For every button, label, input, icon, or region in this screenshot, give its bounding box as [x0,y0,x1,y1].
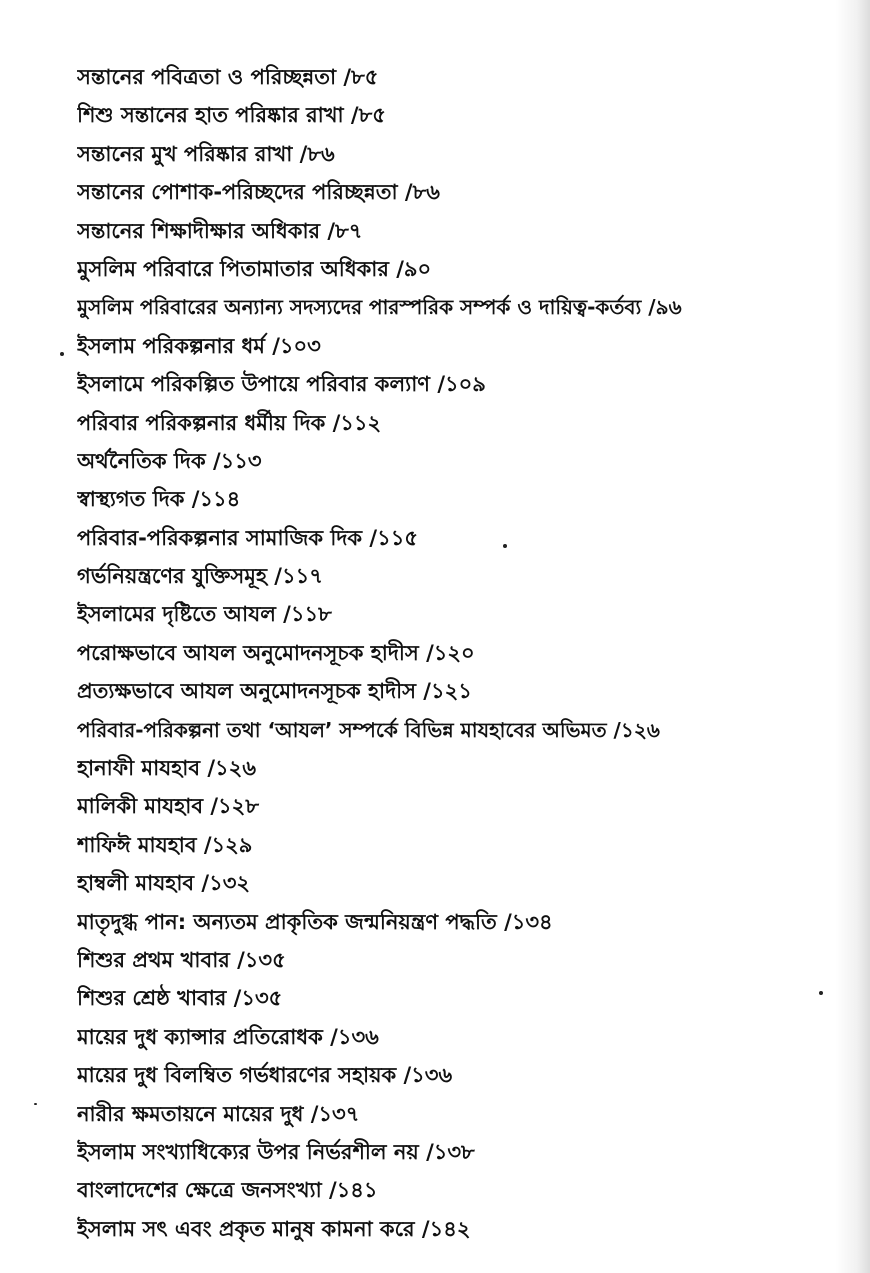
toc-entry: মাতৃদুগ্ধ পান: অন্যতম প্রাকৃতিক জন্মনিয়ন্ত্রণ পদ্ধতি /১৩৪ [77,909,553,934]
toc-entry: স্বাস্থ্যগত দিক /১১৪ [77,487,241,512]
toc-entry: অর্থনৈতিক দিক /১১৩ [77,448,262,473]
toc-entry: পরোক্ষভাবে আযল অনুমোদনসূচক হাদীস /১২০ [77,640,475,665]
toc-entry: হাম্বলী মাযহাব /১৩২ [77,871,251,896]
toc-entry: মায়ের দুধ বিলম্বিত গর্ভধারণের সহায়ক /১৩৬ [77,1063,453,1088]
scan-speck [60,352,64,356]
scan-speck [819,991,823,995]
toc-entry: গর্ভনিয়ন্ত্রণের যুক্তিসমূহ /১১৭ [77,564,323,589]
table-of-contents [77,58,862,1248]
toc-entry: পরিবার পরিকল্পনার ধর্মীয় দিক /১১২ [77,410,382,435]
scan-speck [34,1103,37,1105]
toc-entry: শিশুর প্রথম খাবার /১৩৫ [77,947,286,972]
toc-entry: বাংলাদেশের ক্ষেত্রে জনসংখ্যা /১৪১ [77,1178,378,1203]
toc-entry: সন্তানের পোশাক-পরিচ্ছদের পরিচ্ছন্নতা /৮৬ [77,180,440,205]
scan-speck [503,544,507,548]
toc-entry: ইসলাম পরিকল্পনার ধর্ম /১০৩ [77,333,321,358]
toc-entry: ইসলাম সংখ্যাধিক্যের উপর নির্ভরশীল নয় /১৩৮ [77,1139,475,1164]
toc-entry: ইসলাম সৎ এবং প্রকৃত মানুষ কামনা করে /১৪২ [77,1216,471,1241]
toc-entry: পরিবার-পরিকল্পনার সামাজিক দিক /১১৫ [77,525,418,550]
toc-entry: শিশু সন্তানের হাত পরিষ্কার রাখা /৮৫ [77,103,386,128]
toc-entry: সন্তানের পবিত্রতা ও পরিচ্ছন্নতা /৮৫ [77,65,379,89]
toc-entry: নারীর ক্ষমতায়নে মায়ের দুধ /১৩৭ [77,1101,360,1126]
toc-entry: মুসলিম পরিবারে পিতামাতার অধিকার /৯০ [77,256,432,281]
toc-entry: ইসলামের দৃষ্টিতে আযল /১১৮ [77,602,332,627]
toc-entry: মুসলিম পরিবারের অন্যান্য সদস্যদের পারস্পরিক সম্পর্ক ও দায়িত্ব-কর্তব্য /৯৬ [77,295,682,320]
toc-entry: পরিবার-পরিকল্পনা তথা ‘আযল’ সম্পর্কে বিভিন্ন মাযহাবের অভিমত /১২৬ [77,717,660,742]
toc-entry: হানাফী মাযহাব /১২৬ [77,756,256,781]
toc-entry: প্রত্যক্ষভাবে আযল অনুমোদনসূচক হাদীস /১২১ [77,679,472,704]
toc-entry: শিশুর শ্রেষ্ঠ খাবার /১৩৫ [77,986,283,1011]
toc-entry: ইসলামে পরিকল্পিত উপায়ে পরিবার কল্যাণ /১০৯ [77,372,486,397]
toc-entry: মায়ের দুধ ক্যান্সার প্রতিরোধক /১৩৬ [77,1024,379,1049]
toc-entry: সন্তানের শিক্ষাদীক্ষার অধিকার /৮৭ [77,218,363,243]
toc-entry: সন্তানের মুখ পরিষ্কার রাখা /৮৬ [77,141,335,166]
toc-entry: মালিকী মাযহাব /১২৮ [77,794,259,819]
toc-entry: শাফিঈ মাযহাব /১২৯ [77,832,253,857]
